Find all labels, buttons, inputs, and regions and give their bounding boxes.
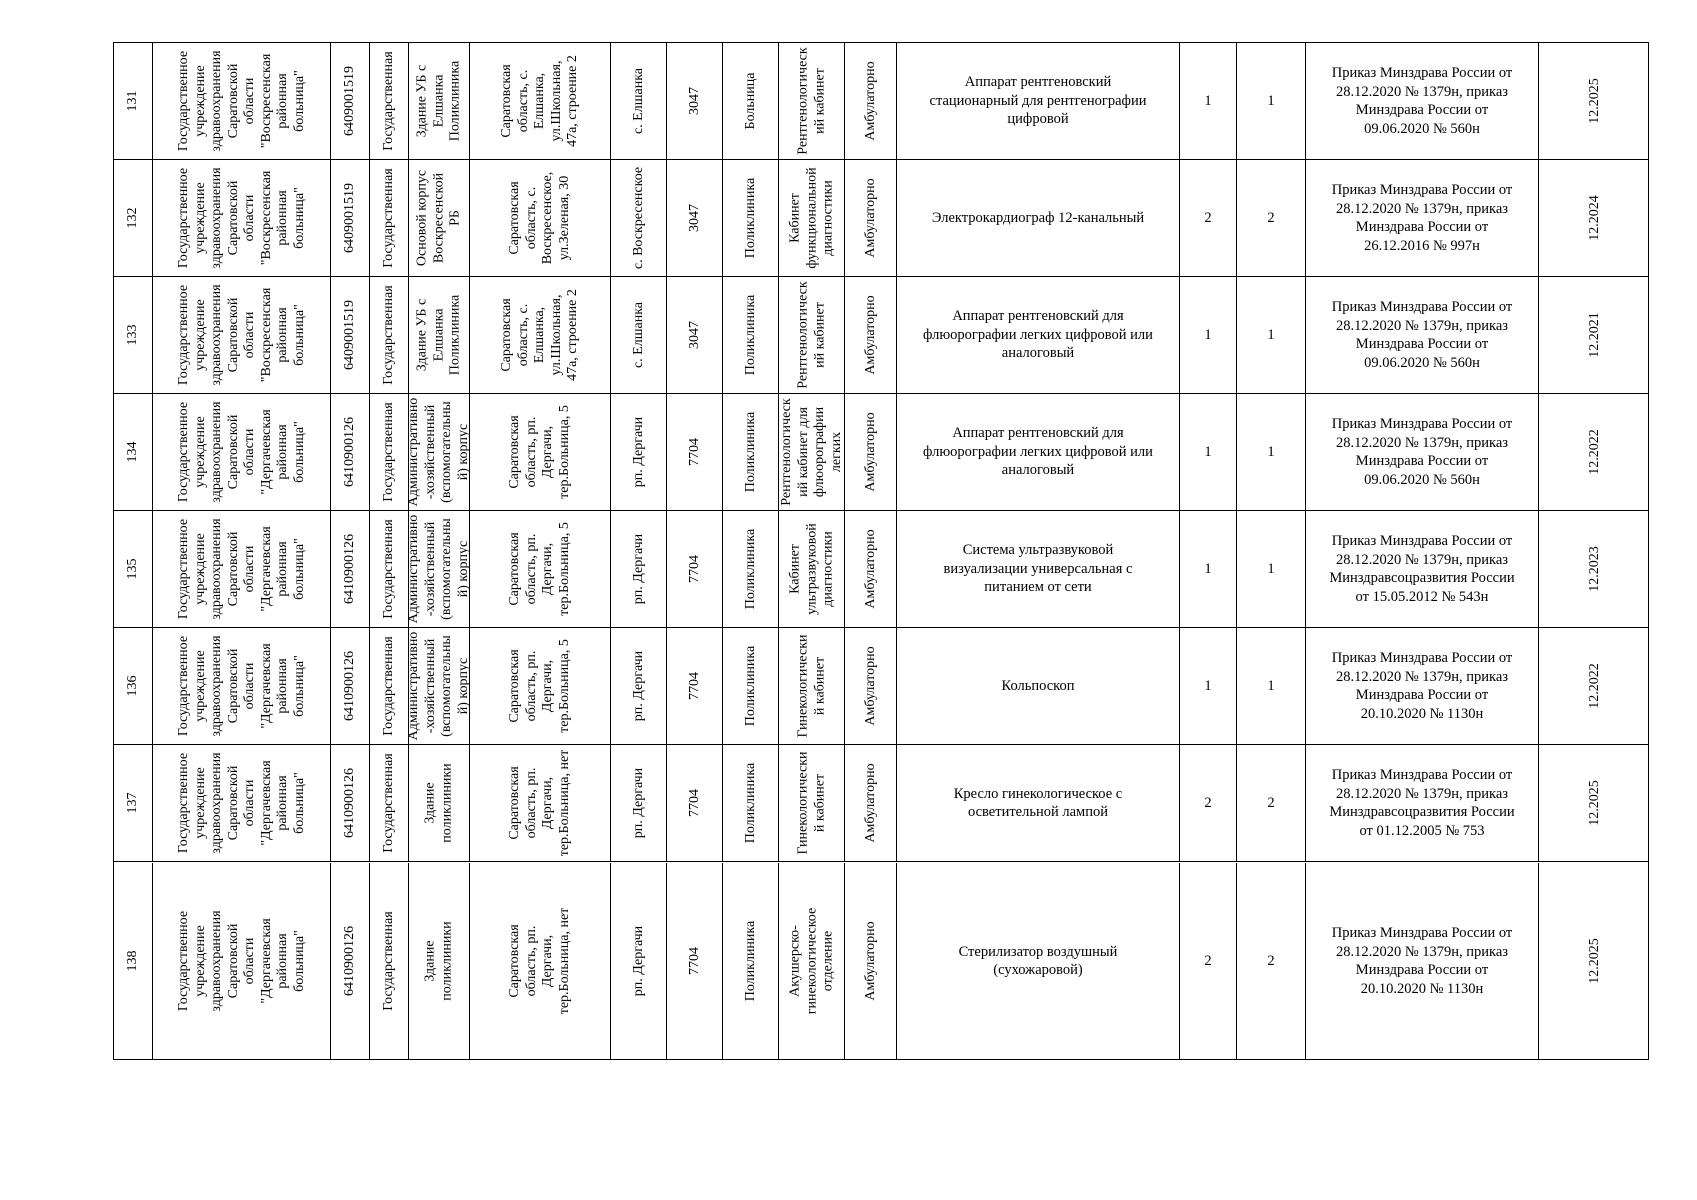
cell-date bbox=[1539, 745, 1650, 861]
order-text: Приказ Минздрава России от 28.12.2020 № 1379н, приказ Минздрава России от 09.06.2020 № 560н bbox=[1331, 65, 1513, 137]
inn-text: 6409001519 bbox=[341, 66, 357, 136]
cell-inn bbox=[331, 511, 370, 627]
cell-department bbox=[779, 394, 845, 510]
cell-date bbox=[1539, 628, 1650, 744]
org-text: Государственное учреждение здравоохранения Саратовской области "Дергачевская районная больница" bbox=[175, 401, 306, 503]
settlement-text: с. Елшанка bbox=[630, 67, 646, 135]
cell-settlement bbox=[611, 628, 667, 744]
settlement-text: рп. Дергачи bbox=[630, 533, 646, 605]
department-text: Рентгенологическ ий кабинет bbox=[795, 281, 827, 389]
cell-date bbox=[1539, 511, 1650, 627]
cell-qty-required bbox=[1180, 43, 1237, 159]
qty-required-text: 2 bbox=[1204, 794, 1212, 811]
department-text: Гинекологически й кабинет bbox=[795, 751, 827, 855]
cell-building bbox=[406, 628, 471, 744]
cell-department bbox=[779, 628, 845, 744]
org-text: Государственное учреждение здравоохранения Саратовской области "Воскресенская районная больница" bbox=[175, 167, 306, 269]
cell-unit-type bbox=[723, 160, 779, 276]
cell-inn bbox=[331, 745, 370, 861]
cell-org bbox=[153, 511, 331, 627]
date-text: 12.2024 bbox=[1586, 195, 1602, 241]
cell-inn bbox=[331, 863, 370, 1059]
unit-type-text: Поликлиника bbox=[742, 528, 758, 610]
cell-qty-replace bbox=[1237, 43, 1306, 159]
cell-building bbox=[409, 745, 470, 861]
cell-qty-required bbox=[1180, 277, 1237, 393]
qty-replace-text: 2 bbox=[1267, 209, 1275, 226]
cell-code bbox=[667, 277, 723, 393]
equipment-text: Система ультразвуковой визуализации универсальная с питанием от сети bbox=[943, 542, 1133, 596]
cell-code bbox=[667, 394, 723, 510]
cell-qty-replace bbox=[1237, 160, 1306, 276]
cell-qty-required bbox=[1180, 628, 1237, 744]
qty-replace-text: 2 bbox=[1267, 794, 1275, 811]
cell-org bbox=[153, 43, 331, 159]
table-row bbox=[114, 394, 1648, 511]
cell-building bbox=[409, 160, 470, 276]
order-text: Приказ Минздрава России от 28.12.2020 № 1379н, приказ Минздравсоцразвития России от 01.12.2005 № 753 bbox=[1329, 767, 1515, 839]
cell-settlement bbox=[611, 43, 667, 159]
cell-order bbox=[1306, 863, 1539, 1059]
cell-building bbox=[406, 394, 471, 510]
num-text: 137 bbox=[124, 792, 140, 814]
cell-unit-type bbox=[723, 745, 779, 861]
unit-type-text: Поликлиника bbox=[742, 411, 758, 493]
unit-type-text: Поликлиника bbox=[742, 762, 758, 844]
org-text: Государственное учреждение здравоохранения Саратовской области "Воскресенская районная больница" bbox=[175, 50, 306, 152]
address-text: Саратовская область, рп. Дергачи, тер.Больница, 5 bbox=[507, 639, 572, 733]
cell-qty-required bbox=[1180, 863, 1237, 1059]
care-text: Амбулаторно bbox=[862, 763, 878, 843]
num-text: 136 bbox=[124, 675, 140, 697]
date-text: 12.2022 bbox=[1586, 429, 1602, 475]
cell-unit-type bbox=[723, 277, 779, 393]
qty-required-text: 1 bbox=[1204, 326, 1212, 343]
cell-num bbox=[114, 628, 153, 744]
cell-care bbox=[845, 277, 897, 393]
qty-required-text: 2 bbox=[1204, 952, 1212, 969]
inn-text: 6409001519 bbox=[341, 300, 357, 370]
building-text: Административно -хозяйственный (вспомогательны й) корпус bbox=[406, 514, 471, 624]
address-text: Саратовская область, с. Елшанка, ул.Школьная, 47а, строение 2 bbox=[498, 55, 580, 147]
org-text: Государственное учреждение здравоохранения Саратовской области "Дергачевская районная больница" bbox=[175, 518, 306, 620]
cell-address bbox=[470, 160, 611, 276]
cell-equipment bbox=[897, 863, 1180, 1059]
unit-type-text: Поликлиника bbox=[742, 920, 758, 1002]
cell-code bbox=[667, 160, 723, 276]
org-text: Государственное учреждение здравоохранения Саратовской области "Дергачевская районная больница" bbox=[175, 752, 306, 854]
ownership-text: Государственная bbox=[380, 51, 396, 151]
care-text: Амбулаторно bbox=[862, 295, 878, 375]
care-text: Амбулаторно bbox=[862, 646, 878, 726]
order-text: Приказ Минздрава России от 28.12.2020 № 1379н, приказ Минздравсоцразвития России от 15.05.2012 № 543н bbox=[1329, 533, 1515, 605]
code-text: 7704 bbox=[686, 555, 702, 583]
cell-ownership bbox=[370, 43, 409, 159]
cell-building bbox=[409, 277, 470, 393]
qty-replace-text: 1 bbox=[1267, 443, 1275, 460]
cell-qty-replace bbox=[1237, 394, 1306, 510]
code-text: 7704 bbox=[686, 672, 702, 700]
cell-ownership bbox=[370, 628, 409, 744]
cell-org bbox=[153, 394, 331, 510]
cell-inn bbox=[331, 277, 370, 393]
num-text: 131 bbox=[124, 90, 140, 112]
cell-address bbox=[470, 394, 611, 510]
cell-code bbox=[667, 863, 723, 1059]
cell-qty-required bbox=[1180, 745, 1237, 861]
building-text: Административно -хозяйственный (вспомогательны й) корпус bbox=[406, 397, 471, 507]
unit-type-text: Поликлиника bbox=[742, 177, 758, 259]
code-text: 3047 bbox=[686, 204, 702, 232]
table-row bbox=[114, 863, 1648, 1059]
ownership-text: Государственная bbox=[380, 285, 396, 385]
inn-text: 6410900126 bbox=[341, 768, 357, 838]
cell-qty-required bbox=[1180, 394, 1237, 510]
equipment-text: Электрокардиограф 12-канальный bbox=[931, 209, 1145, 226]
table-row bbox=[114, 628, 1648, 745]
ownership-text: Государственная bbox=[380, 636, 396, 736]
qty-replace-text: 1 bbox=[1267, 326, 1275, 343]
cell-num bbox=[114, 745, 153, 861]
address-text: Саратовская область, рп. Дергачи, тер.Больница, нет bbox=[507, 749, 572, 857]
cell-inn bbox=[331, 394, 370, 510]
cell-num bbox=[114, 43, 153, 159]
cell-order bbox=[1306, 277, 1539, 393]
qty-required-text: 2 bbox=[1204, 209, 1212, 226]
cell-order bbox=[1306, 43, 1539, 159]
cell-address bbox=[470, 43, 611, 159]
cell-date bbox=[1539, 277, 1650, 393]
cell-ownership bbox=[370, 160, 409, 276]
cell-department bbox=[779, 43, 845, 159]
qty-replace-text: 2 bbox=[1267, 952, 1275, 969]
code-text: 7704 bbox=[686, 438, 702, 466]
qty-replace-text: 1 bbox=[1267, 677, 1275, 694]
cell-department bbox=[779, 863, 845, 1059]
department-text: Акушерско- гинекологическое отделение bbox=[786, 907, 835, 1015]
order-text: Приказ Минздрава России от 28.12.2020 № 1379н, приказ Минздрава России от 20.10.2020 № 1130н bbox=[1331, 925, 1513, 997]
cell-address bbox=[470, 628, 611, 744]
cell-ownership bbox=[370, 745, 409, 861]
date-text: 12.2023 bbox=[1586, 546, 1602, 592]
order-text: Приказ Минздрава России от 28.12.2020 № 1379н, приказ Минздрава России от 09.06.2020 № 560н bbox=[1331, 416, 1513, 488]
cell-qty-replace bbox=[1237, 511, 1306, 627]
address-text: Саратовская область, рп. Дергачи, тер.Больница, 5 bbox=[507, 405, 572, 499]
num-text: 133 bbox=[124, 324, 140, 346]
cell-inn bbox=[331, 43, 370, 159]
cell-department bbox=[779, 745, 845, 861]
inn-text: 6410900126 bbox=[341, 534, 357, 604]
department-text: Рентгенологическ ий кабинет для флюорографии легких bbox=[778, 398, 843, 506]
cell-date bbox=[1539, 43, 1650, 159]
qty-replace-text: 1 bbox=[1267, 92, 1275, 109]
cell-order bbox=[1306, 160, 1539, 276]
cell-equipment bbox=[897, 277, 1180, 393]
cell-equipment bbox=[897, 745, 1180, 861]
date-text: 12.2022 bbox=[1586, 663, 1602, 709]
ownership-text: Государственная bbox=[380, 402, 396, 502]
cell-department bbox=[779, 160, 845, 276]
num-text: 138 bbox=[124, 950, 140, 972]
code-text: 7704 bbox=[686, 947, 702, 975]
cell-inn bbox=[331, 628, 370, 744]
cell-qty-required bbox=[1180, 160, 1237, 276]
care-text: Амбулаторно bbox=[862, 412, 878, 492]
cell-unit-type bbox=[723, 43, 779, 159]
care-text: Амбулаторно bbox=[862, 61, 878, 141]
cell-building bbox=[409, 863, 470, 1059]
cell-order bbox=[1306, 628, 1539, 744]
cell-code bbox=[667, 745, 723, 861]
settlement-text: рп. Дергачи bbox=[630, 416, 646, 488]
settlement-text: с. Елшанка bbox=[630, 301, 646, 369]
date-text: 12.2025 bbox=[1586, 78, 1602, 124]
cell-org bbox=[153, 863, 331, 1059]
cell-order bbox=[1306, 394, 1539, 510]
cell-org bbox=[153, 745, 331, 861]
department-text: Гинекологически й кабинет bbox=[795, 634, 827, 738]
cell-num bbox=[114, 394, 153, 510]
cell-address bbox=[470, 277, 611, 393]
cell-ownership bbox=[370, 511, 409, 627]
address-text: Саратовская область, с. Елшанка, ул.Школьная, 47а, строение 2 bbox=[498, 289, 580, 381]
date-text: 12.2025 bbox=[1586, 780, 1602, 826]
cell-org bbox=[153, 628, 331, 744]
unit-type-text: Поликлиника bbox=[742, 645, 758, 727]
cell-order bbox=[1306, 511, 1539, 627]
cell-unit-type bbox=[723, 628, 779, 744]
cell-care bbox=[845, 394, 897, 510]
cell-building bbox=[406, 511, 471, 627]
cell-department bbox=[779, 511, 845, 627]
department-text: Кабинет функциональной диагностики bbox=[786, 167, 835, 269]
code-text: 3047 bbox=[686, 321, 702, 349]
cell-care bbox=[845, 160, 897, 276]
cell-settlement bbox=[611, 863, 667, 1059]
cell-ownership bbox=[370, 863, 409, 1059]
cell-care bbox=[845, 628, 897, 744]
cell-address bbox=[470, 745, 611, 861]
building-text: Здание УБ с Елшанка Поликлиника bbox=[414, 294, 463, 376]
cell-qty-replace bbox=[1237, 628, 1306, 744]
ownership-text: Государственная bbox=[380, 753, 396, 853]
settlement-text: с. Воскресенское bbox=[630, 166, 646, 270]
cell-unit-type bbox=[723, 511, 779, 627]
ownership-text: Государственная bbox=[380, 911, 396, 1011]
cell-code bbox=[667, 511, 723, 627]
address-text: Саратовская область, рп. Дергачи, тер.Больница, 5 bbox=[507, 522, 572, 616]
cell-settlement bbox=[611, 394, 667, 510]
cell-department bbox=[779, 277, 845, 393]
qty-required-text: 1 bbox=[1204, 677, 1212, 694]
qty-required-text: 1 bbox=[1204, 560, 1212, 577]
num-text: 135 bbox=[124, 558, 140, 580]
address-text: Саратовская область, рп. Дергачи, тер.Больница, нет bbox=[507, 907, 572, 1015]
building-text: Административно -хозяйственный (вспомогательны й) корпус bbox=[406, 631, 471, 741]
cell-equipment bbox=[897, 511, 1180, 627]
org-text: Государственное учреждение здравоохранения Саратовской области "Дергачевская районная больница" bbox=[175, 910, 306, 1012]
settlement-text: рп. Дергачи bbox=[630, 650, 646, 722]
cell-care bbox=[845, 863, 897, 1059]
cell-code bbox=[667, 628, 723, 744]
order-text: Приказ Минздрава России от 28.12.2020 № 1379н, приказ Минздрава России от 20.10.2020 № 1130н bbox=[1331, 650, 1513, 722]
building-text: Основой корпус Воскресенской РБ bbox=[414, 169, 463, 267]
inn-text: 6410900126 bbox=[341, 651, 357, 721]
cell-qty-required bbox=[1180, 511, 1237, 627]
building-text: Здание поликлиники bbox=[422, 763, 454, 843]
settlement-text: рп. Дергачи bbox=[630, 767, 646, 839]
num-text: 134 bbox=[124, 441, 140, 463]
code-text: 3047 bbox=[686, 87, 702, 115]
inn-text: 6410900126 bbox=[341, 417, 357, 487]
equipment-text: Стерилизатор воздушный (сухожаровой) bbox=[958, 943, 1118, 978]
cell-equipment bbox=[897, 628, 1180, 744]
unit-type-text: Поликлиника bbox=[742, 294, 758, 376]
building-text: Здание поликлиники bbox=[422, 921, 454, 1001]
table-row bbox=[114, 511, 1648, 628]
qty-required-text: 1 bbox=[1204, 443, 1212, 460]
cell-code bbox=[667, 43, 723, 159]
code-text: 7704 bbox=[686, 789, 702, 817]
ownership-text: Государственная bbox=[380, 519, 396, 619]
equipment-table bbox=[113, 42, 1649, 1060]
cell-settlement bbox=[611, 745, 667, 861]
inn-text: 6409001519 bbox=[341, 183, 357, 253]
building-text: Здание УБ с Елшанка Поликлиника bbox=[414, 60, 463, 142]
cell-equipment bbox=[897, 160, 1180, 276]
department-text: Рентгенологическ ий кабинет bbox=[795, 47, 827, 155]
table-row bbox=[114, 277, 1648, 394]
ownership-text: Государственная bbox=[380, 168, 396, 268]
cell-num bbox=[114, 277, 153, 393]
cell-num bbox=[114, 863, 153, 1059]
org-text: Государственное учреждение здравоохранения Саратовской области "Воскресенская районная больница" bbox=[175, 284, 306, 386]
cell-date bbox=[1539, 160, 1650, 276]
equipment-text: Аппарат рентгеновский для флюорографии легких цифровой или аналоговый bbox=[923, 425, 1153, 479]
cell-equipment bbox=[897, 43, 1180, 159]
cell-ownership bbox=[370, 394, 409, 510]
cell-num bbox=[114, 160, 153, 276]
order-text: Приказ Минздрава России от 28.12.2020 № 1379н, приказ Минздрава России от 26.12.2016 № 997н bbox=[1331, 182, 1513, 254]
equipment-text: Кольпоскоп bbox=[1001, 677, 1075, 694]
equipment-text: Аппарат рентгеновский для флюорографии легких цифровой или аналоговый bbox=[923, 308, 1153, 362]
cell-inn bbox=[331, 160, 370, 276]
table-row bbox=[114, 745, 1648, 862]
department-text: Кабинет ультразвуковой диагностики bbox=[786, 523, 835, 615]
care-text: Амбулаторно bbox=[862, 529, 878, 609]
equipment-text: Аппарат рентгеновский стационарный для рентгенографии цифровой bbox=[929, 74, 1147, 128]
table-row bbox=[114, 160, 1648, 277]
qty-required-text: 1 bbox=[1204, 92, 1212, 109]
cell-date bbox=[1539, 394, 1650, 510]
cell-equipment bbox=[897, 394, 1180, 510]
cell-order bbox=[1306, 745, 1539, 861]
cell-org bbox=[153, 160, 331, 276]
inn-text: 6410900126 bbox=[341, 926, 357, 996]
cell-settlement bbox=[611, 277, 667, 393]
cell-settlement bbox=[611, 511, 667, 627]
qty-replace-text: 1 bbox=[1267, 560, 1275, 577]
num-text: 132 bbox=[124, 207, 140, 229]
date-text: 12.2025 bbox=[1586, 938, 1602, 984]
date-text: 12.2021 bbox=[1586, 312, 1602, 358]
cell-qty-replace bbox=[1237, 277, 1306, 393]
cell-date bbox=[1539, 863, 1650, 1059]
cell-org bbox=[153, 277, 331, 393]
cell-unit-type bbox=[723, 863, 779, 1059]
care-text: Амбулаторно bbox=[862, 921, 878, 1001]
order-text: Приказ Минздрава России от 28.12.2020 № 1379н, приказ Минздрава России от 09.06.2020 № 560н bbox=[1331, 299, 1513, 371]
equipment-text: Кресло гинекологическое с осветительной лампой bbox=[953, 785, 1123, 820]
cell-num bbox=[114, 511, 153, 627]
unit-type-text: Больница bbox=[742, 72, 758, 130]
cell-unit-type bbox=[723, 394, 779, 510]
cell-qty-replace bbox=[1237, 745, 1306, 861]
table-row bbox=[114, 43, 1648, 160]
settlement-text: рп. Дергачи bbox=[630, 925, 646, 997]
cell-building bbox=[409, 43, 470, 159]
cell-address bbox=[470, 863, 611, 1059]
care-text: Амбулаторно bbox=[862, 178, 878, 258]
cell-ownership bbox=[370, 277, 409, 393]
cell-qty-replace bbox=[1237, 863, 1306, 1059]
cell-care bbox=[845, 745, 897, 861]
cell-settlement bbox=[611, 160, 667, 276]
cell-care bbox=[845, 511, 897, 627]
address-text: Саратовская область, с. Воскресенское, ул.Зеленая, 30 bbox=[507, 171, 572, 265]
cell-address bbox=[470, 511, 611, 627]
cell-care bbox=[845, 43, 897, 159]
org-text: Государственное учреждение здравоохранения Саратовской области "Дергачевская районная больница" bbox=[175, 635, 306, 737]
